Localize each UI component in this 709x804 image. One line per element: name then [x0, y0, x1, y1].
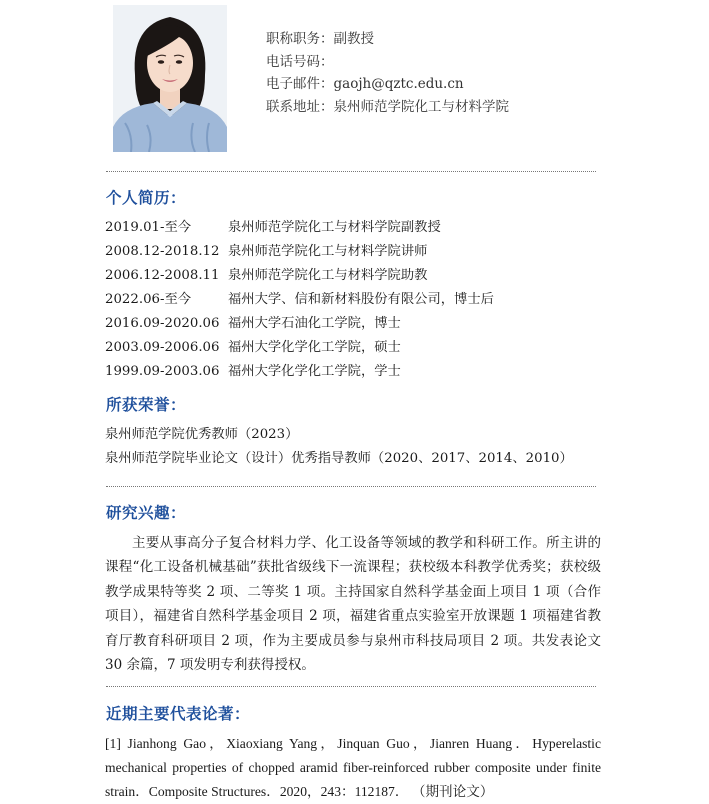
title-value: 副教授: [333, 31, 374, 47]
cv-desc: 福州大学化学化工学院，学士: [228, 364, 401, 379]
cv-date: 2008.12-2018.12: [105, 244, 220, 259]
publication-item: [1] Jianhong Gao，Xiaoxiang Yang，Jinquan Guo，Jianren Huang．Hyperelastic mechanical properties of chopped aramid fiber-reinforced rubber composite under finite strain．Composite Structures．2020，243：112187． （期刊论文）: [105, 736, 601, 799]
cv-item: [105, 336, 494, 360]
cv-date: 1999.09-2003.06: [105, 364, 220, 379]
profile-photo: [113, 5, 227, 152]
cv-item: [105, 264, 494, 288]
cv-date: 2019.01-至今: [105, 220, 192, 235]
cv-desc: 泉州师范学院化工与材料学院讲师: [228, 244, 428, 259]
cv-date: 2022.06-至今: [105, 292, 192, 307]
cv-date: 2006.12-2008.11: [105, 268, 220, 283]
email-link[interactable]: gaojh@qztc.edu.cn: [333, 76, 464, 92]
divider: [106, 686, 596, 687]
section-title-honors: 所获荣誉：: [106, 396, 187, 414]
section-title-publications: 近期主要代表论著：: [106, 705, 251, 723]
cv-list: [105, 216, 494, 384]
cv-desc: 福州大学化学化工学院，硕士: [228, 340, 401, 355]
cv-desc: 泉州师范学院化工与材料学院副教授: [228, 220, 441, 235]
title-label: 职称职务：: [266, 31, 334, 47]
cv-item: [105, 360, 494, 384]
address-label: 联系地址：: [266, 98, 334, 115]
contact-title-row: [266, 28, 509, 51]
cv-item: [105, 240, 494, 264]
honor-item: 泉州师范学院优秀教师（2023）: [105, 427, 299, 442]
publication-list: [105, 732, 601, 804]
contact-address-row: [266, 96, 509, 119]
address-value: 泉州师范学院化工与材料学院: [333, 98, 509, 115]
cv-desc: 福州大学石油化工学院，博士: [228, 316, 401, 331]
cv-date: 2003.09-2006.06: [105, 340, 220, 355]
honors-list: [105, 423, 573, 470]
cv-desc: 泉州师范学院化工与材料学院助教: [228, 268, 428, 283]
portrait-image: [113, 5, 227, 152]
cv-item: [105, 288, 494, 312]
phone-label: 电话号码：: [266, 53, 334, 70]
email-label: 电子邮件：: [266, 76, 334, 92]
contact-phone-row: [266, 51, 509, 74]
honor-item: 泉州师范学院毕业论文（设计）优秀指导教师（2020、2017、2014、2010）: [105, 450, 573, 466]
cv-item: [105, 216, 494, 240]
divider: [106, 171, 596, 172]
research-paragraph: 主要从事高分子复合材料力学、化工设备等领域的教学和科研工作。所主讲的课程“化工设备机械基础”获批省级线下一流课程；获校级本科教学优秀奖；获校级教学成果特等奖 2 项、二等奖 1 项。主持国家自然科学基金面上项目 1 项（合作项目），福建省自然科学基金项目 2 项，福建省重点实验室开放课题 1 项福建省教育厅教育科研项目 2 项，作为主要成员参与泉州市科技局项目 2 项。共发表论文 30 余篇，7 项发明专利获得授权。: [105, 535, 601, 674]
cv-date: 2016.09-2020.06: [105, 316, 220, 331]
divider: [106, 486, 596, 487]
cv-desc: 福州大学、信和新材料股份有限公司，博士后: [228, 292, 494, 307]
contact-block: [266, 28, 509, 118]
section-title-cv: 个人简历：: [106, 189, 187, 207]
section-title-research: 研究兴趣：: [106, 504, 187, 522]
cv-item: [105, 312, 494, 336]
contact-email-row: [266, 73, 509, 96]
